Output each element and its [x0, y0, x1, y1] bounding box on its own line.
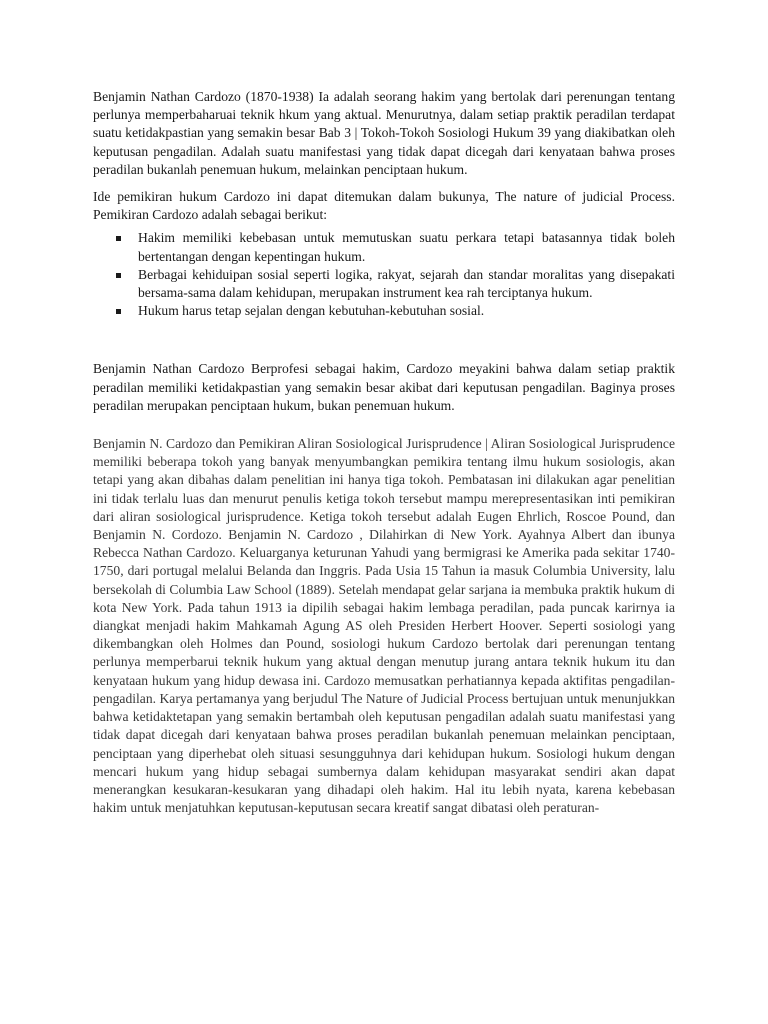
bullet-square-icon	[116, 236, 121, 241]
list-item	[93, 266, 675, 302]
list-item-text: Hukum harus tetap sejalan dengan kebutuhan-kebutuhan sosial.	[138, 303, 485, 319]
paragraph-sociological-jurisprudence: Benjamin N. Cardozo dan Pemikiran Aliran Sosiological Jurisprudence | Aliran Sosiological Jurisprudence memiliki beberapa tokoh yang banyak menyumbangkan pemikira tentang ilmu hukum sosiologis, akan tetapi yang akan dibahas dalam penelitian ini hanya tiga tokoh. Pembatasan ini dilakukan agar penelitian ini tidak terlalu luas dan menurut penulis ketiga tokoh tersebut mampu merepresentasikan inti pemikiran dari aliran sosiological jurisprudence. Ketiga tokoh tersebut adalah Eugen Ehrlich, Roscoe Pound, dan Benjamin N. Cordozo. Benjamin N. Cardozo , Dilahirkan di New York. Ayahnya Albert dan ibunya Rebecca Nathan Cardozo. Keluarganya keturunan Yahudi yang bermigrasi ke Amerika pada sekitar 1740-1750, dari portugal melalui Belanda dan Inggris. Pada Usia 15 Tahun ia masuk Columbia University, lalu bersekolah di Columbia Law School (1889). Setelah mendapat gelar sarjana ia membuka praktik hukum di kota New York. Pada tahun 1913 ia dipilih sebagai hakim lembaga peradilan, pada puncak karirnya ia diangkat menjadi hakim Mahkamah Agung AS oleh Presiden Herbert Hoover. Seperti sosiologi yang dikembangkan oleh Holmes dan Pound, sosiologi hukum Cardozo bertolak dari perenungan tentang perlunya memperbarui teknik hukum yang aktual dengan menutup jurang antara teknik hukum itu dan kenyataan hukum yang hidup dewasa ini. Cardozo memusatkan perhatiannya kepada aktifitas pengadilan-pengadilan. Karya pertamanya yang berjudul The Nature of Judicial Process bertujuan untuk menunjukkan bahwa ketidaktetapan yang semakin bertambah oleh keputusan pengadilan adalah suatu manifestasi yang tidak dapat dicegah dari kenyataan bahwa proses peradilan bukanlah penemuan melainkan penciptaan, penciptaan yang diperhebat oleh situasi sesungguhnya dari kehidupan hukum. Sosiologi hukum dengan mencari hukum yang hidup sebagai sumbernya dalam kehidupan masyarakat sendiri akan dapat menerangkan kesukaran-kesukaran yang dihadapi oleh hakim. Hal itu lebih nyata, karena kebebasan hakim untuk menjatuhkan keputusan-keputusan secara kreatif sangat dibatasi oleh peraturan-	[93, 436, 675, 816]
document-page	[93, 88, 675, 817]
list-item	[93, 229, 675, 265]
paragraph-judicial-process: Ide pemikiran hukum Cardozo ini dapat ditemukan dalam bukunya, The nature of judicial Process. Pemikiran Cardozo adalah sebagai berikut:	[93, 189, 675, 223]
bullet-square-icon	[116, 309, 121, 314]
list-item	[93, 302, 675, 320]
list-item-text: Berbagai kehiduipan sosial seperti logika, rakyat, sejarah dan standar moralitas yang disepakati bersama-sama dalam kehidupan, merupakan instrument kea rah terciptanya hukum.	[138, 266, 675, 301]
paragraph-cardozo-intro: Benjamin Nathan Cardozo (1870-1938) Ia adalah seorang hakim yang bertolak dari perenungan tentang perlunya memperbaharuai teknik hkum yang aktual. Menurutnya, dalam setiap praktik peradilan terdapat suatu ketidakpastian yang semakin besar Bab 3 | Tokoh-Tokoh Sosiologi Hukum 39 yang diakibatkan oleh keputusan pengadilan. Adalah suatu manifestasi yang tidak dapat dicegah dari kenyataan bahwa proses peradilan bukanlah penemuan hukum, melainkan penciptaan hukum.	[93, 89, 675, 177]
paragraph-cardozo-profession: Benjamin Nathan Cardozo Berprofesi sebagai hakim, Cardozo meyakini bahwa dalam setiap praktik peradilan memiliki ketidakpastian yang semakin besar akibat dari keputusan pengadilan. Baginya proses peradilan merupakan penciptaan hukum, bukan penemuan hukum.	[93, 361, 675, 413]
bullet-square-icon	[116, 273, 121, 278]
cardozo-thoughts-list	[93, 229, 675, 320]
list-item-text: Hakim memiliki kebebasan untuk memutuskan suatu perkara tetapi batasannya tidak boleh bertentangan dengan kepentingan hukum.	[138, 230, 675, 264]
